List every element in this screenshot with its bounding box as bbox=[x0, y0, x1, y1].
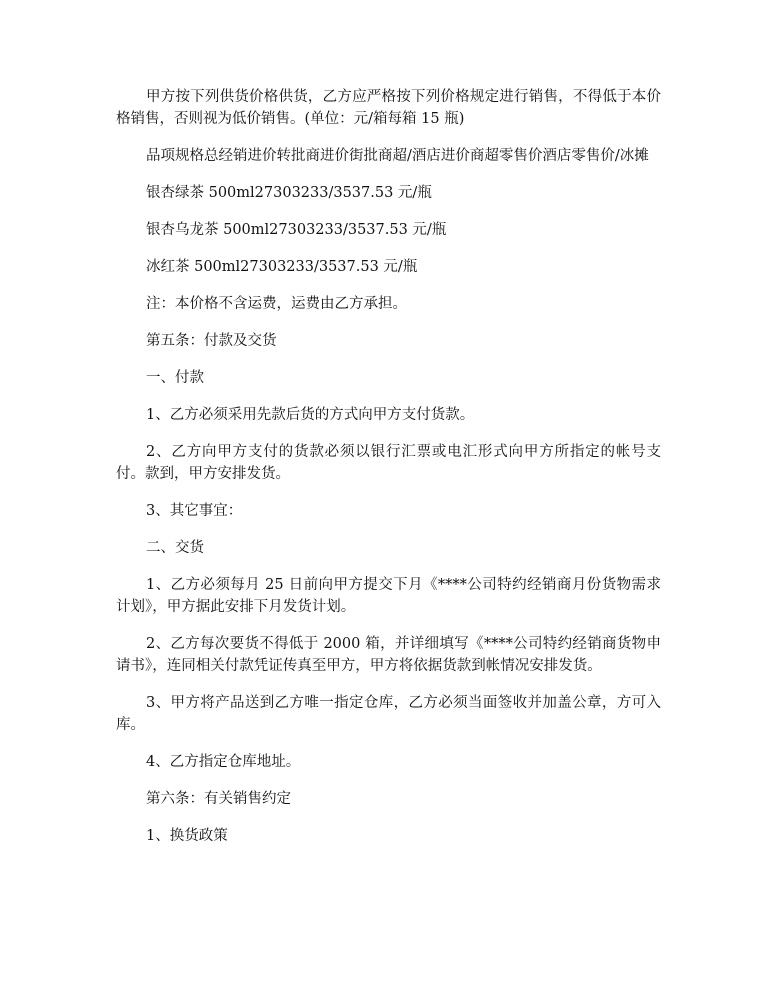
heading-article-six: 第六条：有关销售约定 bbox=[146, 791, 291, 807]
paragraph-iced-black-tea: 冰红茶 500ml27303233/3537.53 元/瓶 bbox=[146, 259, 418, 275]
paragraph-payment-1: 1、乙方必须采用先款后货的方式向甲方支付货款。 bbox=[146, 407, 475, 423]
paragraph-delivery-2: 2、乙方每次要货不得低于 2000 箱，并详细填写《****公司特约经销商货物申请书》，连同相关付款凭证传真至甲方，甲方将依据货款到帐情况安排发货。 bbox=[116, 636, 661, 674]
paragraph-freight-note: 注：本价格不含运费，运费由乙方承担。 bbox=[146, 296, 407, 312]
paragraph-payment-3: 3、其它事宜： bbox=[146, 503, 243, 519]
paragraph-price-table-header: 品项规格总经销进价转批商进价街批商超/酒店进价商超零售价酒店零售价/冰摊 bbox=[146, 148, 649, 164]
document-body bbox=[116, 86, 661, 862]
paragraph-exchange-policy: 1、换货政策 bbox=[146, 828, 228, 844]
paragraph-delivery-3: 3、甲方将产品送到乙方唯一指定仓库，乙方必须当面签收并加盖公章，方可入库。 bbox=[116, 695, 661, 733]
heading-payment: 一、付款 bbox=[146, 370, 204, 386]
heading-delivery: 二、交货 bbox=[146, 540, 204, 556]
paragraph-payment-2: 2、乙方向甲方支付的货款必须以银行汇票或电汇形式向甲方所指定的帐号支付。款到，甲方安排发货。 bbox=[116, 444, 661, 482]
paragraph-pricing-terms: 甲方按下列供货价格供货，乙方应严格按下列价格规定进行销售，不得低于本价格销售，否则视为低价销售。(单位：元/箱每箱 15 瓶) bbox=[116, 89, 661, 127]
paragraph-delivery-4: 4、乙方指定仓库地址。 bbox=[146, 754, 301, 770]
heading-article-five: 第五条：付款及交货 bbox=[146, 333, 277, 349]
paragraph-ginkgo-oolong-tea: 银杏乌龙茶 500ml27303233/3537.53 元/瓶 bbox=[146, 222, 447, 238]
paragraph-ginkgo-green-tea: 银杏绿茶 500ml27303233/3537.53 元/瓶 bbox=[146, 185, 432, 201]
paragraph-delivery-1: 1、乙方必须每月 25 日前向甲方提交下月《****公司特约经销商月份货物需求计划》，甲方据此安排下月发货计划。 bbox=[116, 577, 661, 615]
